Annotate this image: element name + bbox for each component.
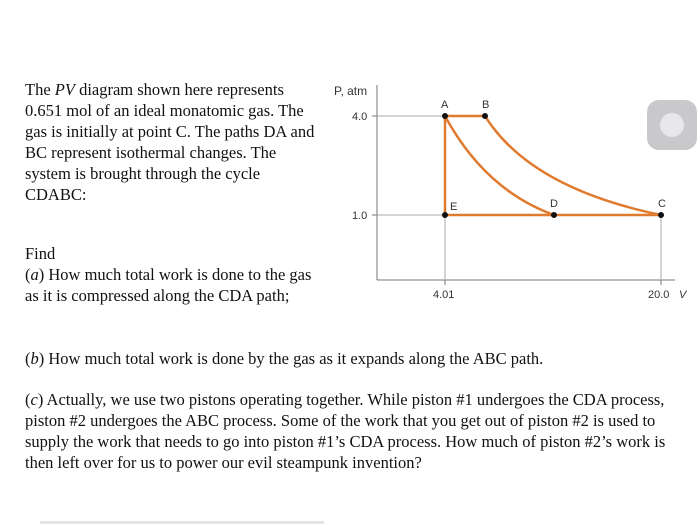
intro-pre: The (25, 80, 55, 99)
part-a-letter: a (30, 265, 39, 284)
point-d (551, 212, 557, 218)
xtick-left-label: 4.01 (433, 289, 455, 301)
floating-scroll-button[interactable] (647, 100, 697, 150)
intro-pv: PV (54, 80, 75, 99)
x-axis-label: V (679, 289, 687, 301)
find-heading: Find (25, 244, 56, 263)
label-a: A (441, 99, 449, 111)
label-d: D (550, 198, 558, 210)
point-c (658, 212, 664, 218)
bottom-divider (40, 521, 324, 524)
ytick-low-label: 1.0 (352, 210, 368, 222)
intro-paragraph (25, 79, 315, 205)
part-c-letter: c (30, 390, 38, 409)
intro-rest: diagram shown here represents 0.651 mol of an ideal monatomic gas. The gas is initially at point C. The paths DA and BC represent isothermal changes. The system is brought through the cycle CDABC: (25, 80, 315, 204)
part-b-text: How much total work is done by the gas as it expands along the ABC path. (44, 349, 544, 368)
part-a: (a) How much total work is done to the gas as it is compressed along the CDA path; (25, 265, 312, 305)
part-c: (c) Actually, we use two pistons operating together. While piston #1 undergoes the CDA process, piston #2 undergoes the ABC process. Some of the work that you get out of piston #2 is used to supply the work that needs to go into piston #1’s CDA process. How much of piston #2’s work is then left over for us to power our evil steampunk invention? (25, 390, 666, 472)
label-b: B (482, 99, 490, 111)
part-c-text: Actually, we use two pistons operating together. While piston #1 undergoes the CDA process, piston #2 undergoes the ABC process. Some of the work that you get out of piston #2 is used to supply the work that needs to go into piston #1’s CDA process. How much of piston #2’s work is then left over for us to power our evil steampunk invention? (25, 390, 666, 472)
point-b (482, 113, 488, 119)
path-bc-isotherm (485, 116, 661, 215)
part-b: (b) How much total work is done by the gas as it expands along the ABC path. (25, 349, 544, 368)
label-c: C (658, 198, 666, 210)
path-da-isotherm (445, 116, 554, 215)
part-b-letter: b (30, 349, 39, 368)
point-e (442, 212, 448, 218)
ytick-high-label: 4.0 (352, 111, 368, 123)
label-e: E (450, 201, 458, 213)
part-a-text: How much total work is done to the gas as it is compressed along the CDA path; (25, 265, 312, 305)
find-section (25, 243, 315, 306)
xtick-right-label: 20.0 (648, 289, 670, 301)
pv-diagram (330, 80, 700, 305)
point-a (442, 113, 448, 119)
y-axis-label: P, atm (334, 84, 368, 98)
scroll-knob-icon (660, 113, 684, 137)
problem-intro (25, 79, 315, 205)
